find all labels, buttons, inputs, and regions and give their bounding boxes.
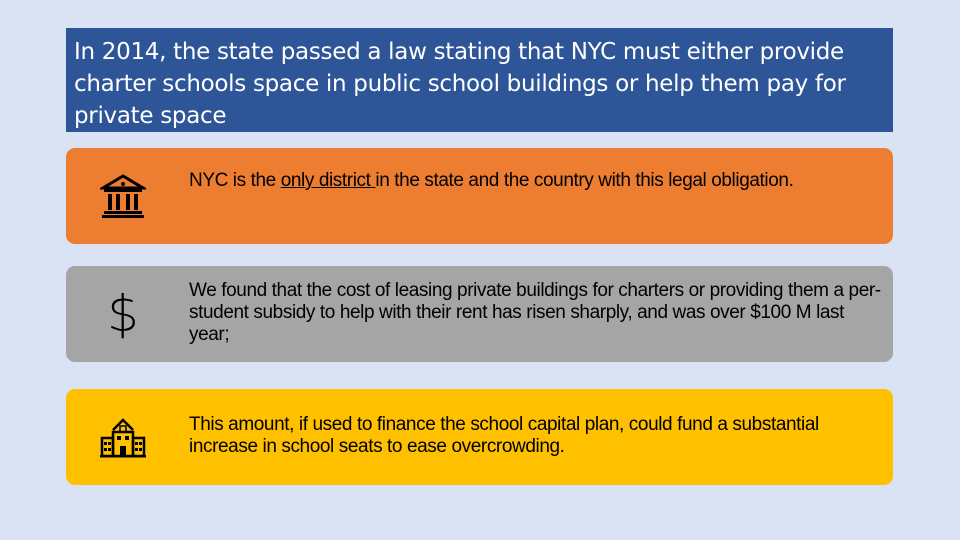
fact-card-cost bbox=[66, 266, 893, 362]
fact-text-only-district bbox=[189, 170, 887, 192]
fact-text-part: in the state and the country with this legal obligation. bbox=[375, 170, 794, 191]
fact-text-cost: We found that the cost of leasing private buildings for charters or providing them a per-student subsidy to help with their rent has risen sharply, and was over $100 M last year; bbox=[189, 280, 881, 345]
fact-text-underlined: only district bbox=[280, 170, 376, 191]
fact-text-capital-plan: This amount, if used to finance the school capital plan, could fund a substantial increase in school seats to ease overcrowding. bbox=[189, 414, 819, 457]
slide-title bbox=[66, 28, 893, 132]
slide-title-text: In 2014, the state passed a law stating that NYC must either provide charter schools space in public school buildings or help them pay for private space bbox=[74, 39, 846, 129]
fact-card-capital-plan bbox=[66, 389, 893, 485]
dollar-icon bbox=[96, 284, 150, 344]
fact-card-only-district bbox=[66, 148, 893, 244]
school-icon bbox=[96, 407, 150, 467]
dollar-glyph: $ bbox=[107, 285, 139, 343]
fact-text-part: NYC is the bbox=[189, 170, 281, 191]
bank-icon bbox=[96, 166, 150, 226]
